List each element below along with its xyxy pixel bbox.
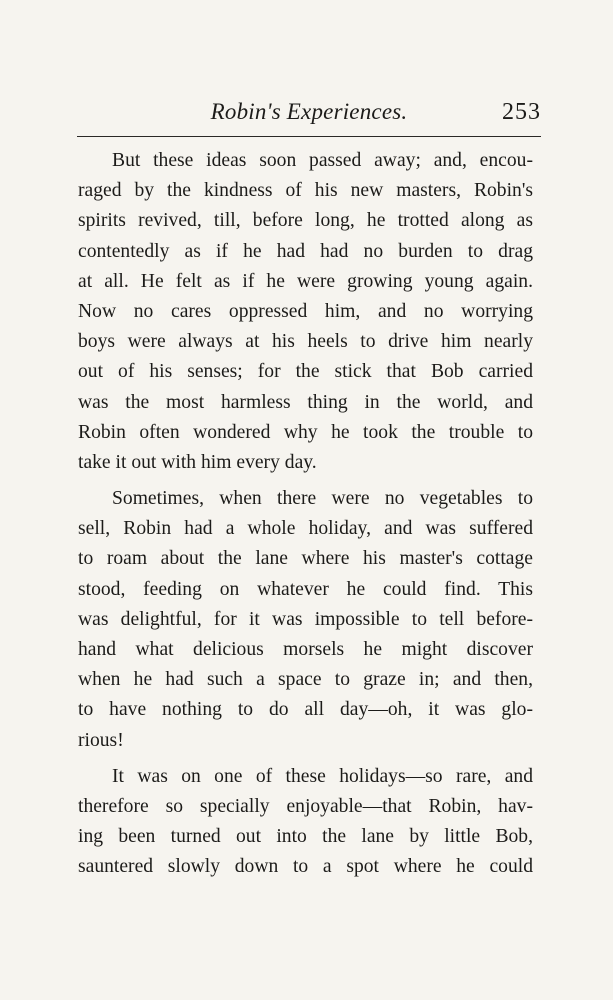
text-line: stood, feeding on whatever he could find. This <box>78 578 533 600</box>
text-line: spirits revived, till, before long, he trotted along as <box>78 210 533 232</box>
paragraph-2 <box>78 484 533 756</box>
header-rule <box>77 136 541 137</box>
text-line: Robin often wondered why he took the trouble to <box>78 421 533 443</box>
text-line: at all. He felt as if he were growing young again. <box>78 270 533 292</box>
text-line: take it out with him every day. <box>78 451 317 473</box>
text-line: hand what delicious morsels he might discover <box>78 639 533 660</box>
text-line: Now no cares oppressed him, and no worrying <box>78 300 533 322</box>
running-title: Robin's Experiences. <box>210 99 408 124</box>
paragraph-1 <box>78 146 533 478</box>
text-line: when he had such a space to graze in; and then, <box>78 669 533 691</box>
page-header <box>77 97 541 133</box>
paragraph-3 <box>78 762 533 883</box>
text-line: therefore so specially enjoyable—that Robin, hav- <box>78 795 533 817</box>
text-line: sell, Robin had a whole holiday, and was suffered <box>78 518 533 540</box>
page-number: 253 <box>502 99 541 125</box>
text-line: It was on one of these holidays—so rare, and <box>112 765 533 787</box>
text-line: sauntered slowly down to a spot where he could <box>78 856 533 878</box>
text-line: rious! <box>78 729 124 751</box>
text-line: Sometimes, when there were no vegetables to <box>112 488 533 510</box>
text-line: was delightful, for it was impossible to tell before- <box>78 608 533 630</box>
text-line: contentedly as if he had had no burden to drag <box>78 240 533 262</box>
text-line: But these ideas soon passed away; and, encou- <box>112 150 533 171</box>
text-line: boys were always at his heels to drive him nearly <box>78 331 533 353</box>
text-line: ing been turned out into the lane by little Bob, <box>78 826 533 848</box>
text-line: raged by the kindness of his new masters, Robin's <box>78 180 533 202</box>
text-line: was the most harmless thing in the world, and <box>78 391 533 413</box>
body-text <box>78 146 533 889</box>
text-line: to roam about the lane where his master's cottage <box>78 548 533 570</box>
text-line: to have nothing to do all day—oh, it was glo- <box>78 699 533 721</box>
text-line: out of his senses; for the stick that Bob carried <box>78 361 533 383</box>
